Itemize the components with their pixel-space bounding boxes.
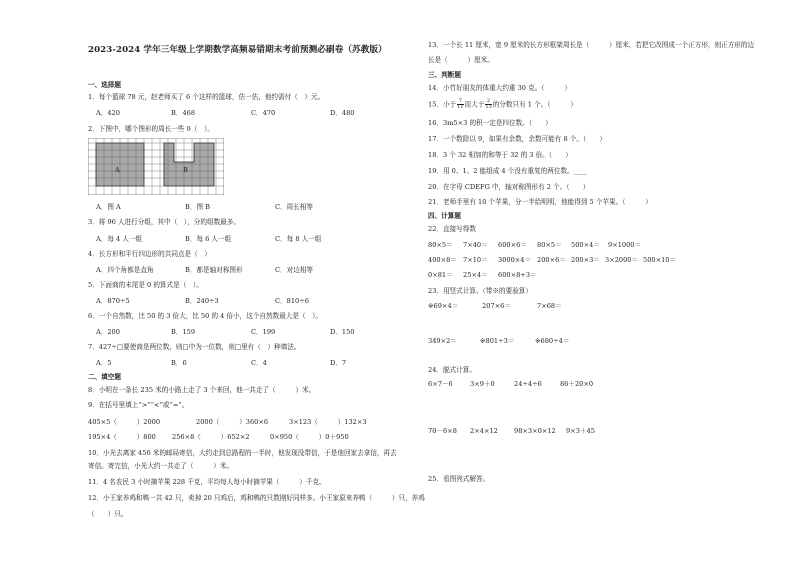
q8-stem: 8．小明在一条长 235 米的小路上走了 3 个来回，他一共走了（ ）米。 xyxy=(88,386,316,394)
shape-a-label: A xyxy=(115,166,120,174)
q7-option-d: D．7 xyxy=(330,359,347,367)
q15-middle: 而大于 xyxy=(464,100,485,109)
step-calc-item: 24÷4÷6 xyxy=(514,380,542,388)
calc-item: 200×6＝ xyxy=(537,256,566,264)
q21-stem: 21．老师手里有 10 个苹果，分一半给明明，他能得到 5 个苹果。（ ） xyxy=(428,198,652,206)
q13-line2: 长是（ ）厘米。 xyxy=(428,56,494,64)
q1-option-a: A．420 xyxy=(96,109,120,117)
vertical-calc-item: ※801÷3＝ xyxy=(480,337,515,345)
calc-item: 600×6＝ xyxy=(498,241,527,249)
q2-grid-figure xyxy=(88,138,224,195)
q1-option-d: D．480 xyxy=(330,109,355,117)
q9-item: 405×5（ ）2000 xyxy=(88,418,161,426)
q3-option-c: C．每 8 人一组 xyxy=(275,235,322,243)
q7-stem: 7．427÷□要使商是两位数，则□中为一位数，则□里有（ ）种填法。 xyxy=(88,343,301,351)
q2-option-a: A．图 A xyxy=(96,203,121,211)
q12-line2: （ ）只。 xyxy=(88,510,128,518)
q22-stem: 22．直接写得数 xyxy=(428,225,476,233)
q25-stem: 25．看图列式解答。 xyxy=(428,475,490,483)
q15-prefix: 15．小于 xyxy=(428,100,457,109)
q4-option-a: A．四个角都是直角 xyxy=(96,266,154,274)
step-calc-item: 3×9＋0 xyxy=(470,380,495,388)
calc-item: 80×5＝ xyxy=(428,241,453,249)
q7-option-a: A．5 xyxy=(96,359,112,367)
q2-option-c: C．周长相等 xyxy=(275,203,314,211)
q12-line1: 12．小王家养鸡和鸭一共 42 只，卖掉 20 只鸡后，鸡和鸭的只数刚好同样多。小王家原来养鸭（ ）只，养鸡 xyxy=(88,494,425,502)
q9-item: 256×8（ ）652×2 xyxy=(172,433,250,441)
step-calc-item: 86＋20×0 xyxy=(560,380,594,388)
q3-stem: 3．将 96 人进行分组，其中（ ），分的组数最多。 xyxy=(88,218,240,226)
q13-line1: 13．一个长 11 厘米，宽 9 厘米的长方形框架周长是（ ）厘米，若把它改围成一个正方形，则正方形的边 xyxy=(428,41,755,49)
q10-line1: 10．小光去离家 450 米的邮局寄信，大约走到总路程的一半时，他发现没带信，于是他回家去拿信，再去 xyxy=(88,449,397,457)
q4-option-c: C．对边相等 xyxy=(275,266,314,274)
q9-item: 3×123（ ）132×3 xyxy=(289,418,367,426)
calc-item: 500×10＝ xyxy=(643,256,677,264)
q5-option-c: C．810÷6 xyxy=(275,297,309,305)
vertical-calc-item: 349×2＝ xyxy=(428,337,457,345)
calc-item: 500×4＝ xyxy=(571,241,600,249)
shape-b-label: B xyxy=(183,166,188,174)
step-calc-item: 6×7－6 xyxy=(428,380,453,388)
section-choice: 一、选择题 xyxy=(88,81,121,89)
q15-stem xyxy=(428,99,577,110)
q1-option-b: B．468 xyxy=(171,109,196,117)
q6-option-a: A．200 xyxy=(96,328,120,336)
q6-option-b: B．159 xyxy=(171,328,196,336)
q10-line2: 寄信。寄完信，小光大约一共走了（ ）米。 xyxy=(88,462,234,470)
q11-stem: 11．4 名农民 3 小时摘苹果 228 千克，平均每人每小时摘苹果（ ）千克。 xyxy=(88,478,326,486)
q7-option-c: C．4 xyxy=(251,359,267,367)
q15-suffix: 的分数只有 1 个。（ ） xyxy=(492,100,577,109)
calc-item: 80×5＝ xyxy=(537,241,562,249)
vertical-calc-item: ※680÷4＝ xyxy=(535,337,570,345)
step-calc-item: 9×3＋45 xyxy=(566,427,595,435)
section-judge: 三、判断题 xyxy=(428,71,461,79)
step-calc-item: 70－6×8 xyxy=(428,427,457,435)
step-calc-item: 2×4×12 xyxy=(470,427,498,435)
calc-item: 7×10＝ xyxy=(463,256,488,264)
vertical-calc-item: ※69×4＝ xyxy=(428,302,459,310)
step-calc-item: 98×3×0×12 xyxy=(514,427,556,435)
q9-stem: 9．在括号里填上“>”“<”或“=”。 xyxy=(88,401,189,409)
q9-item: 0×950（ ）0＋950 xyxy=(270,433,349,441)
q3-option-b: B．每 6 人一组 xyxy=(185,235,232,243)
page-title: 2023-2024 学年三年级上学期数学高频易错期末考前预测必刷卷（苏教版） xyxy=(88,45,387,55)
q9-item: 195×4（ ）800 xyxy=(88,433,156,441)
calc-item: 9×1000＝ xyxy=(608,241,642,249)
q23-stem: 23．用竖式计算。（带※的要验算） xyxy=(428,287,532,295)
q16-stem: 16．3m5×3 的积一定是四位数。（ ） xyxy=(428,119,552,127)
calc-item: 200×3＝ xyxy=(571,256,600,264)
q24-stem: 24．脱式计算。 xyxy=(428,366,476,374)
q6-option-d: D．150 xyxy=(330,328,355,336)
q7-option-b: B．6 xyxy=(171,359,187,367)
q18-stem: 18．3 个 32 相加的和等于 32 的 3 倍。（ ） xyxy=(428,151,572,159)
vertical-calc-item: 7×68＝ xyxy=(537,302,562,310)
calc-item: 400×8＝ xyxy=(428,256,457,264)
q3-option-a: A．每 4 人一组 xyxy=(96,235,143,243)
section-calc: 四、计算题 xyxy=(428,212,461,220)
q2-stem: 2．下图中，哪个图形的周长一些 9（ ）。 xyxy=(88,125,214,133)
q15-fraction-1: $\frac{7}{11}$ xyxy=(457,98,464,110)
q17-stem: 17．一个数除以 9，如果有余数，余数可能有 8 个。（ ） xyxy=(428,135,607,143)
q1-option-c: C．470 xyxy=(251,109,276,117)
calc-item: 3×2000＝ xyxy=(605,256,639,264)
q20-stem: 20．在字母 CDEFG 中，轴对称图形有 2 个。（ ） xyxy=(428,183,590,191)
q19-stem: 19．用 0、1、2 能组成 4 个没有重复的两位数。____ xyxy=(428,167,587,175)
q4-stem: 4．长方形和平行四边形的共同点是（ ） xyxy=(88,250,211,258)
q5-stem: 5．下面商的末尾是 0 的算式是（ ）。 xyxy=(88,281,203,289)
calc-item: 0×81＝ xyxy=(428,271,453,279)
calc-item: 25×4＝ xyxy=(463,271,488,279)
section-fill: 二、填空题 xyxy=(88,373,121,381)
vertical-calc-item: 207×6＝ xyxy=(482,302,511,310)
q4-option-b: B．都是轴对称图形 xyxy=(185,266,243,274)
q6-stem: 6．一个自然数，比 50 的 3 倍大，比 50 的 4 倍小，这个自然数最大是（ ）。 xyxy=(88,312,323,320)
calc-item: 7×40＝ xyxy=(463,241,488,249)
q14-stem: 14．小竹好朋友的体重大约重 30 克。（ ） xyxy=(428,84,571,92)
q15-fraction-2: $\frac{2}{13}$ xyxy=(485,98,492,110)
q5-option-b: B．240÷3 xyxy=(185,297,219,305)
q9-item: 2000（ ）360×6 xyxy=(196,418,269,426)
calc-item: 600×8+3＝ xyxy=(498,271,537,279)
calc-item: 3000×4＝ xyxy=(498,256,532,264)
q2-option-b: B．图 B xyxy=(185,203,210,211)
q5-option-a: A．870÷5 xyxy=(96,297,130,305)
q6-option-c: C．199 xyxy=(251,328,276,336)
q1-stem: 1．每个篮球 78 元，赵老师买了 6 个这样的篮球，估一估，他约需付（ ）元。 xyxy=(88,93,325,101)
